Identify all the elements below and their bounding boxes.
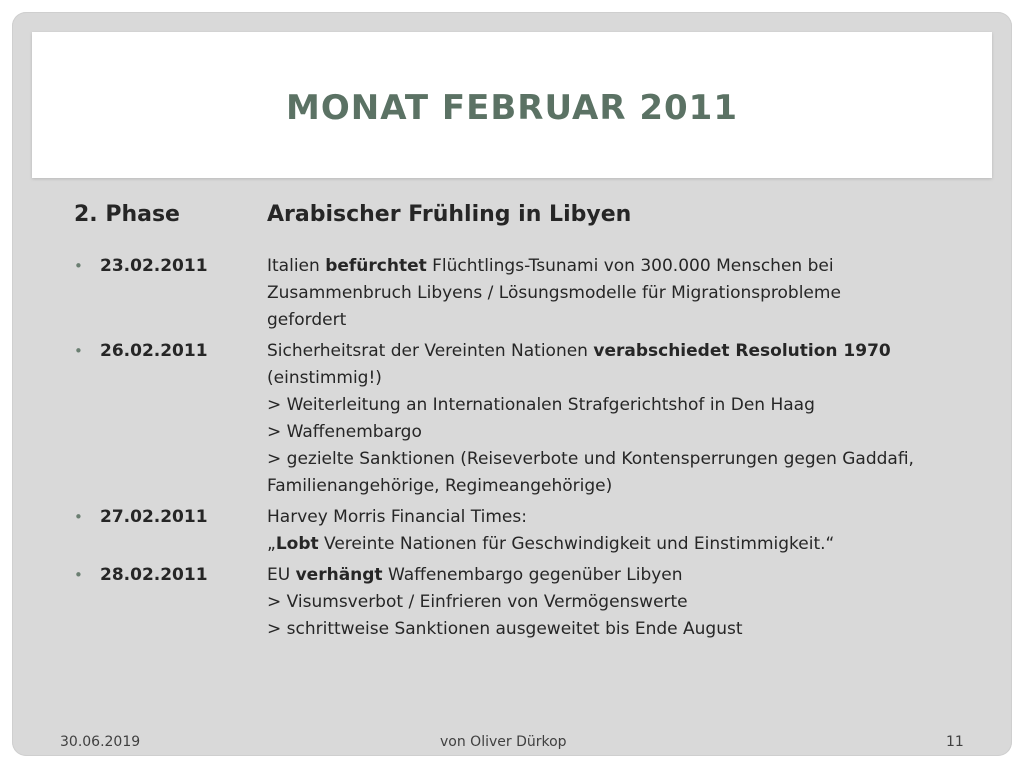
text-segment: > Waffenembargo: [267, 422, 422, 442]
text-segment: (einstimmig!): [267, 368, 382, 388]
entry-line: [267, 307, 994, 334]
title-box: [32, 32, 992, 178]
phase-heading: [74, 202, 994, 227]
entry-date: 26.02.2011: [100, 341, 208, 361]
emphasis-text: verabschiedet Resolution 1970: [593, 341, 891, 361]
footer-date: 30.06.2019: [60, 734, 141, 750]
entry-line: [267, 616, 994, 643]
text-segment: Sicherheitsrat der Vereinten Nationen: [267, 341, 594, 361]
entry-line: [267, 392, 994, 419]
timeline-entry: [74, 253, 994, 334]
text-segment: Waffenembargo gegenüber Libyen: [382, 565, 683, 585]
text-segment: EU: [267, 565, 296, 585]
phase-label: 2. Phase: [74, 202, 180, 227]
text-segment: Harvey Morris Financial Times:: [267, 507, 527, 527]
footer: [12, 734, 1012, 754]
entry-date: 27.02.2011: [100, 507, 208, 527]
slide-content: [74, 202, 994, 643]
text-segment: > schrittweise Sanktionen ausgeweitet bis Ende August: [267, 619, 743, 639]
page-number: 11: [946, 734, 964, 750]
bullet-icon: •: [74, 508, 83, 526]
entry-line: [267, 473, 994, 500]
entry-line: [267, 338, 994, 365]
timeline-entry: [74, 504, 994, 558]
slide: [12, 12, 1012, 756]
text-segment: Zusammenbruch Libyens / Lösungsmodelle für Migrationsprobleme: [267, 283, 841, 303]
text-segment: „: [267, 534, 276, 554]
bullet-icon: •: [74, 342, 83, 360]
entry-text: [267, 338, 994, 500]
entry-line: [267, 253, 994, 280]
entry-line: [267, 589, 994, 616]
text-segment: Familienangehörige, Regimeangehörige): [267, 476, 613, 496]
phase-topic: Arabischer Frühling in Libyen: [267, 202, 632, 227]
text-segment: > Visumsverbot / Einfrieren von Vermögenswerte: [267, 592, 688, 612]
entry-line: [267, 562, 994, 589]
entry-text: [267, 504, 994, 558]
entry-line: [267, 446, 994, 473]
text-segment: Flüchtlings-Tsunami von 300.000 Menschen bei: [426, 256, 834, 276]
text-segment: Italien: [267, 256, 326, 276]
entry-date: 28.02.2011: [100, 565, 208, 585]
footer-author: von Oliver Dürkop: [440, 734, 567, 750]
emphasis-text: Lobt: [275, 534, 319, 554]
emphasis-text: befürchtet: [325, 256, 427, 276]
entry-line: [267, 365, 994, 392]
entry-line: [267, 531, 994, 558]
entry-line: [267, 280, 994, 307]
entry-text: [267, 253, 994, 334]
slide-title: MONAT FEBRUAR 2011: [286, 88, 738, 128]
timeline-list: [74, 253, 994, 643]
timeline-entry: [74, 562, 994, 643]
entry-line: [267, 419, 994, 446]
timeline-entry: [74, 338, 994, 500]
emphasis-text: verhängt: [295, 565, 383, 585]
entry-text: [267, 562, 994, 643]
text-segment: gefordert: [267, 310, 347, 330]
entry-line: [267, 504, 994, 531]
bullet-icon: •: [74, 257, 83, 275]
text-segment: Vereinte Nationen für Geschwindigkeit und Einstimmigkeit.“: [318, 534, 835, 554]
text-segment: > gezielte Sanktionen (Reiseverbote und Kontensperrungen gegen Gaddafi,: [267, 449, 914, 469]
text-segment: > Weiterleitung an Internationalen Strafgerichtshof in Den Haag: [267, 395, 815, 415]
entry-date: 23.02.2011: [100, 256, 208, 276]
bullet-icon: •: [74, 566, 83, 584]
